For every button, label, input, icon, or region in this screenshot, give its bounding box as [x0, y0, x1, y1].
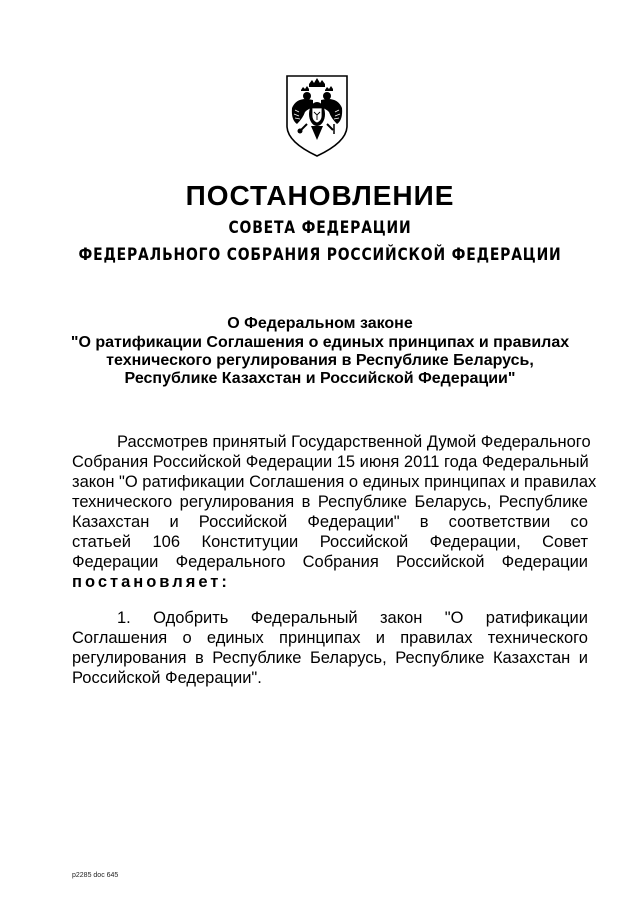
resolution-item-line: регулирования в Республике Беларусь, Республике Казахстан и: [72, 649, 588, 667]
body-text-line: Казахстан и Российской Федерации" в соответствии со: [72, 513, 588, 531]
body-text-line: Рассмотрев принятый Государственной Думой Федерального: [117, 433, 591, 451]
coat-of-arms-emblem: [283, 74, 351, 158]
body-text-line: технического регулирования в Республике Беларусь, Республике: [72, 493, 588, 511]
double-headed-eagle-icon: [283, 74, 351, 158]
issuer-line-2: ФЕДЕРАЛЬНОГО СОБРАНИЯ РОССИЙСКОЙ ФЕДЕРАЦИИ: [78, 245, 562, 265]
issuer-line-1: СОВЕТА ФЕДЕРАЦИИ: [228, 218, 412, 238]
resolution-keyword: постановляет:: [72, 573, 230, 591]
body-text-line: статьей 106 Конституции Российской Федерации, Совет: [72, 533, 588, 551]
subject-heading-line: технического регулирования в Республике Беларусь,: [106, 352, 534, 369]
subject-heading-line: Республике Казахстан и Российской Федерации": [124, 370, 516, 387]
resolution-item-line: 1. Одобрить Федеральный закон "О ратификации: [117, 609, 588, 627]
resolution-item-line: Соглашения о единых принципах и правилах технического: [72, 629, 588, 647]
resolution-item-line: Российской Федерации".: [72, 669, 262, 687]
body-text-line: Федерации Федерального Собрания Российской Федерации: [72, 553, 588, 571]
subject-heading-line: "О ратификации Соглашения о единых принципах и правилах: [70, 334, 570, 351]
subject-heading-line: О Федеральном законе: [227, 315, 413, 332]
body-text-line: Собрания Российской Федерации 15 июня 2011 года Федеральный: [72, 453, 589, 471]
body-text-line: закон "О ратификации Соглашения о единых принципах и правилах: [72, 473, 597, 491]
document-title: ПОСТАНОВЛЕНИЕ: [185, 180, 455, 211]
file-reference: p2285 doc 645: [72, 872, 119, 879]
